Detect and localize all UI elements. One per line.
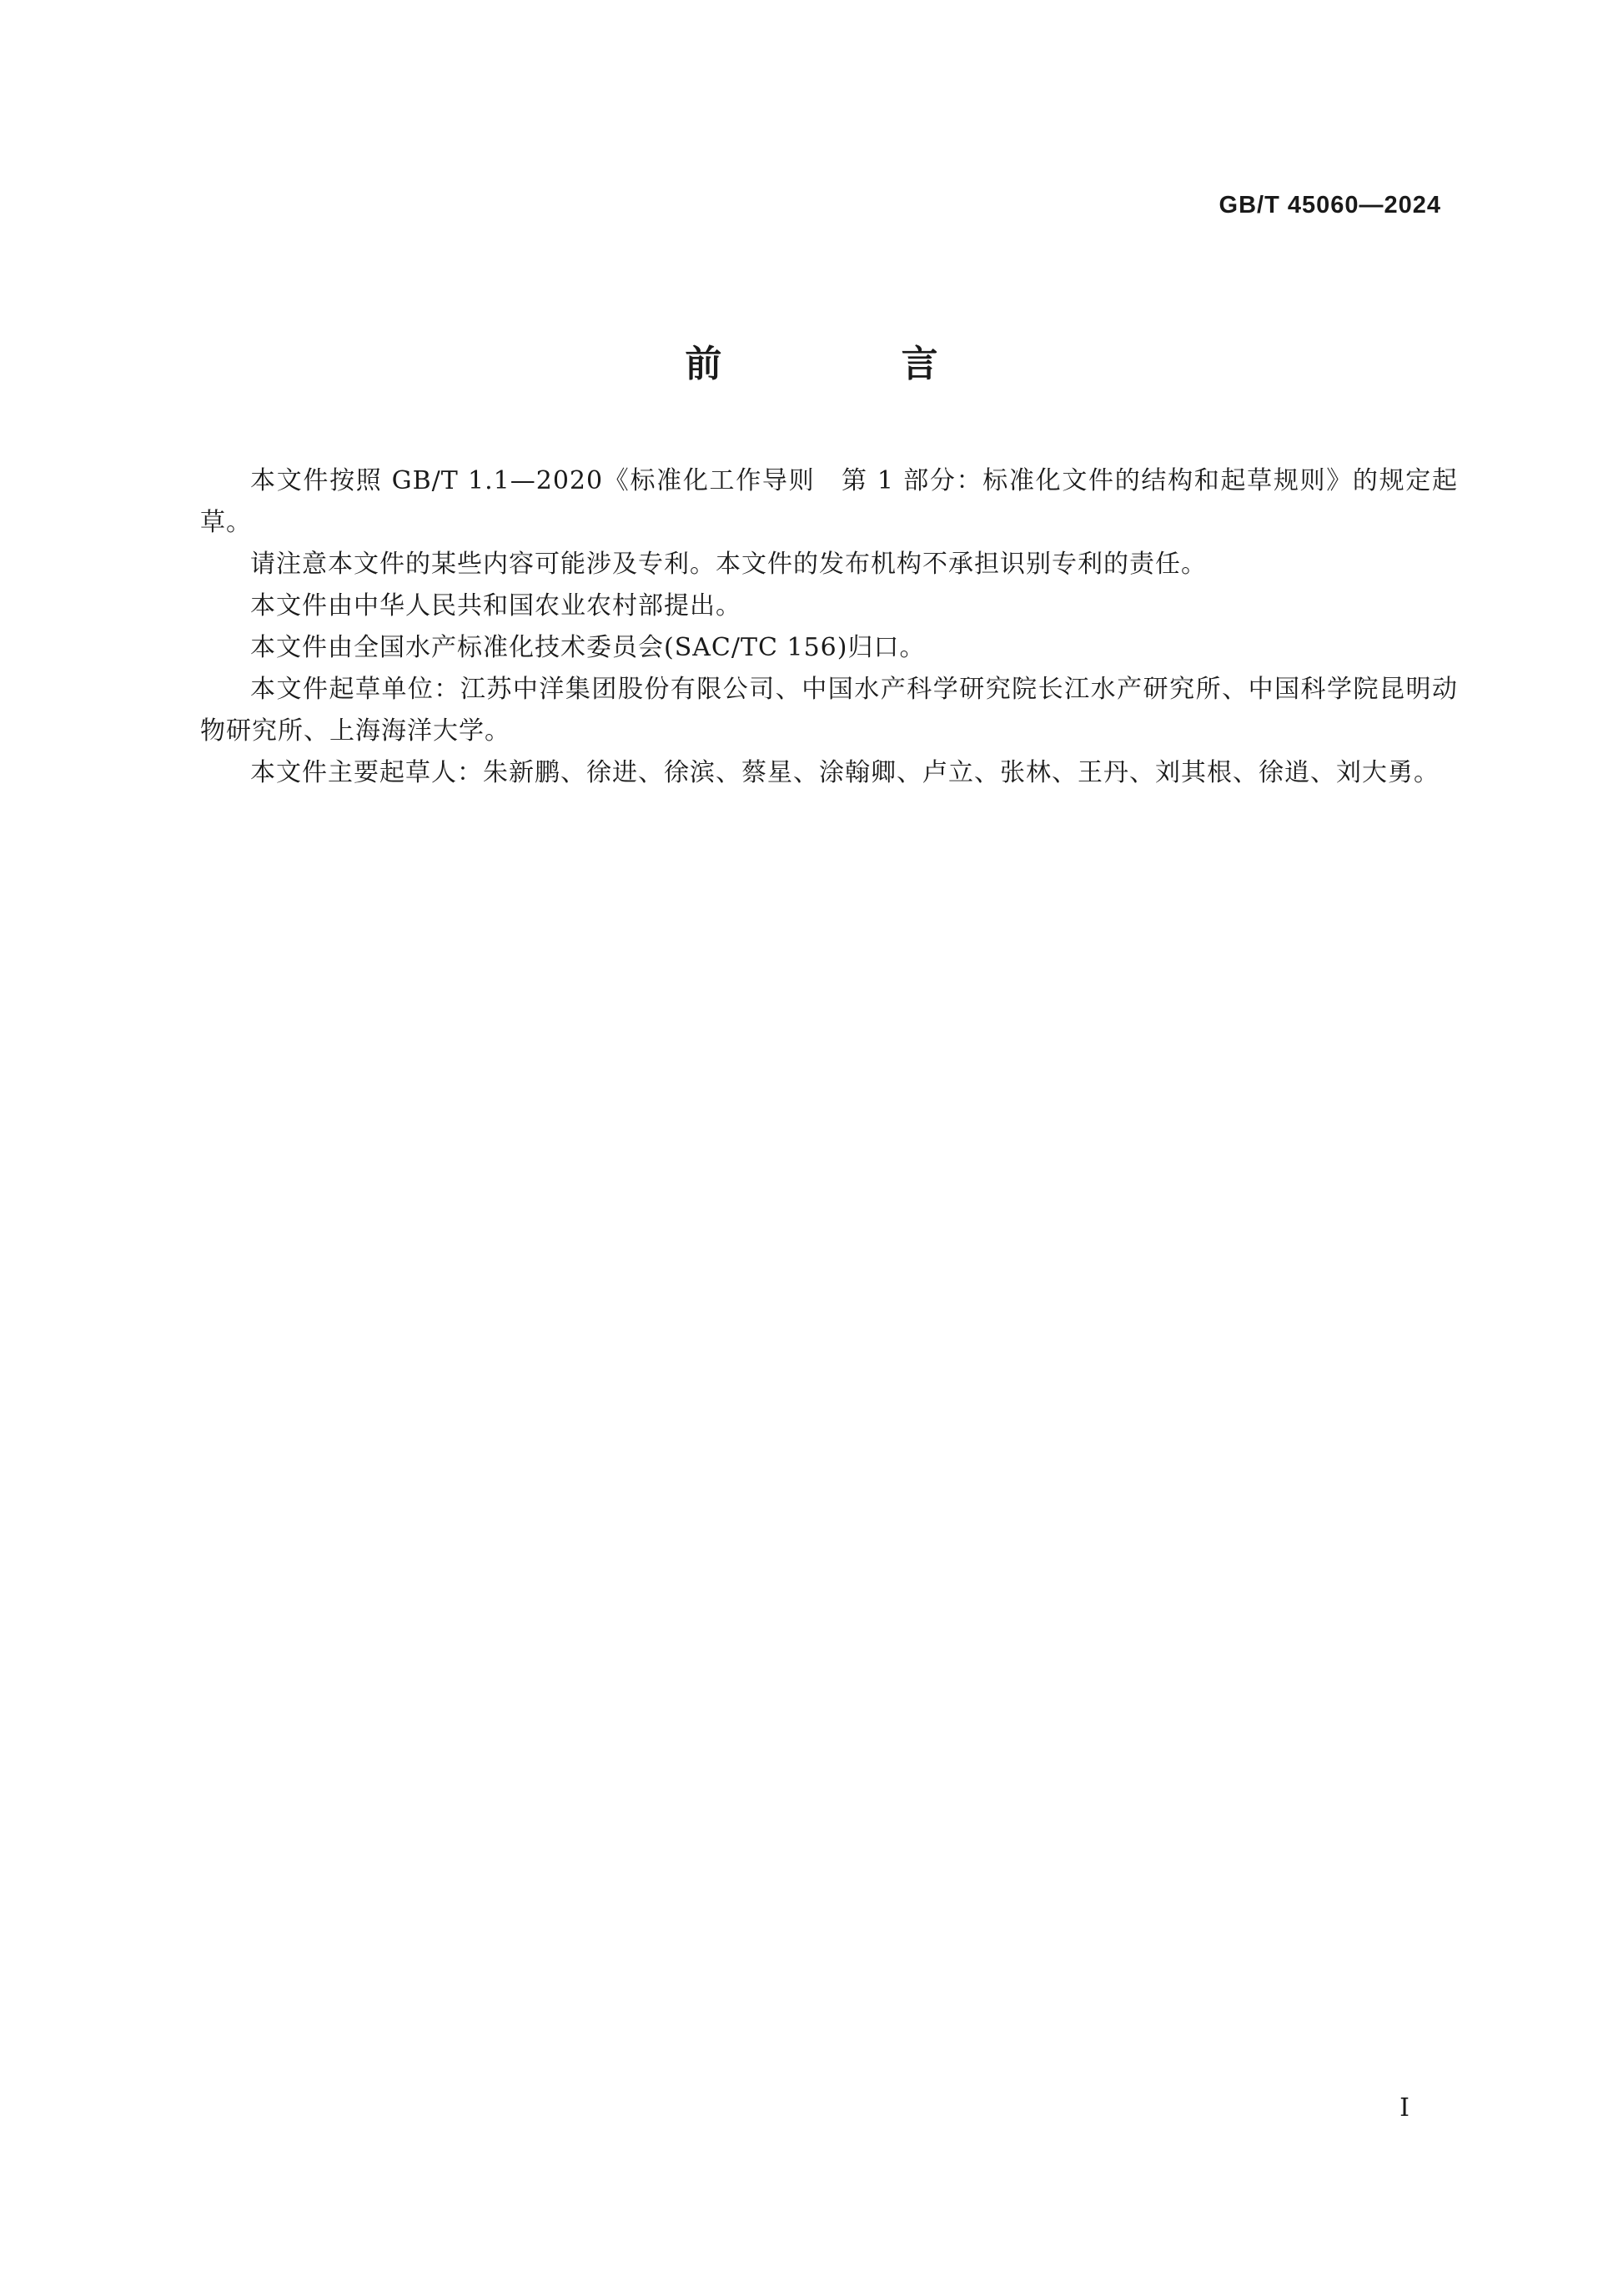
- paragraph-proposer: 本文件由中华人民共和国农业农村部提出。: [250, 591, 741, 620]
- standard-code: GB/T 45060—2024: [1219, 192, 1441, 219]
- paragraph-patent-notice: 请注意本文件的某些内容可能涉及专利。本文件的发布机构不承担识别专利的责任。: [250, 550, 1207, 579]
- paragraph-drafters: 本文件主要起草人：朱新鹏、徐进、徐滨、蔡星、涂翰卿、卢立、张林、王丹、刘其根、徐逍、刘大勇。: [250, 758, 1440, 787]
- paragraph-drafting-organizations: 本文件起草单位：江苏中洋集团股份有限公司、中国水产科学研究院长江水产研究所、中国科学院昆明动物研究所、上海海洋大学。: [200, 675, 1458, 746]
- foreword-body: [200, 460, 1458, 794]
- page-number: I: [1399, 2093, 1409, 2123]
- paragraph-technical-committee: 本文件由全国水产标准化技术委员会(SAC/TC 156)归口。: [250, 633, 926, 662]
- page-title: 前 言: [685, 343, 1022, 385]
- paragraph-drafting-rules: 本文件按照 GB/T 1.1—2020《标准化工作导则 第 1 部分：标准化文件的结构和起草规则》的规定起草。: [200, 466, 1458, 537]
